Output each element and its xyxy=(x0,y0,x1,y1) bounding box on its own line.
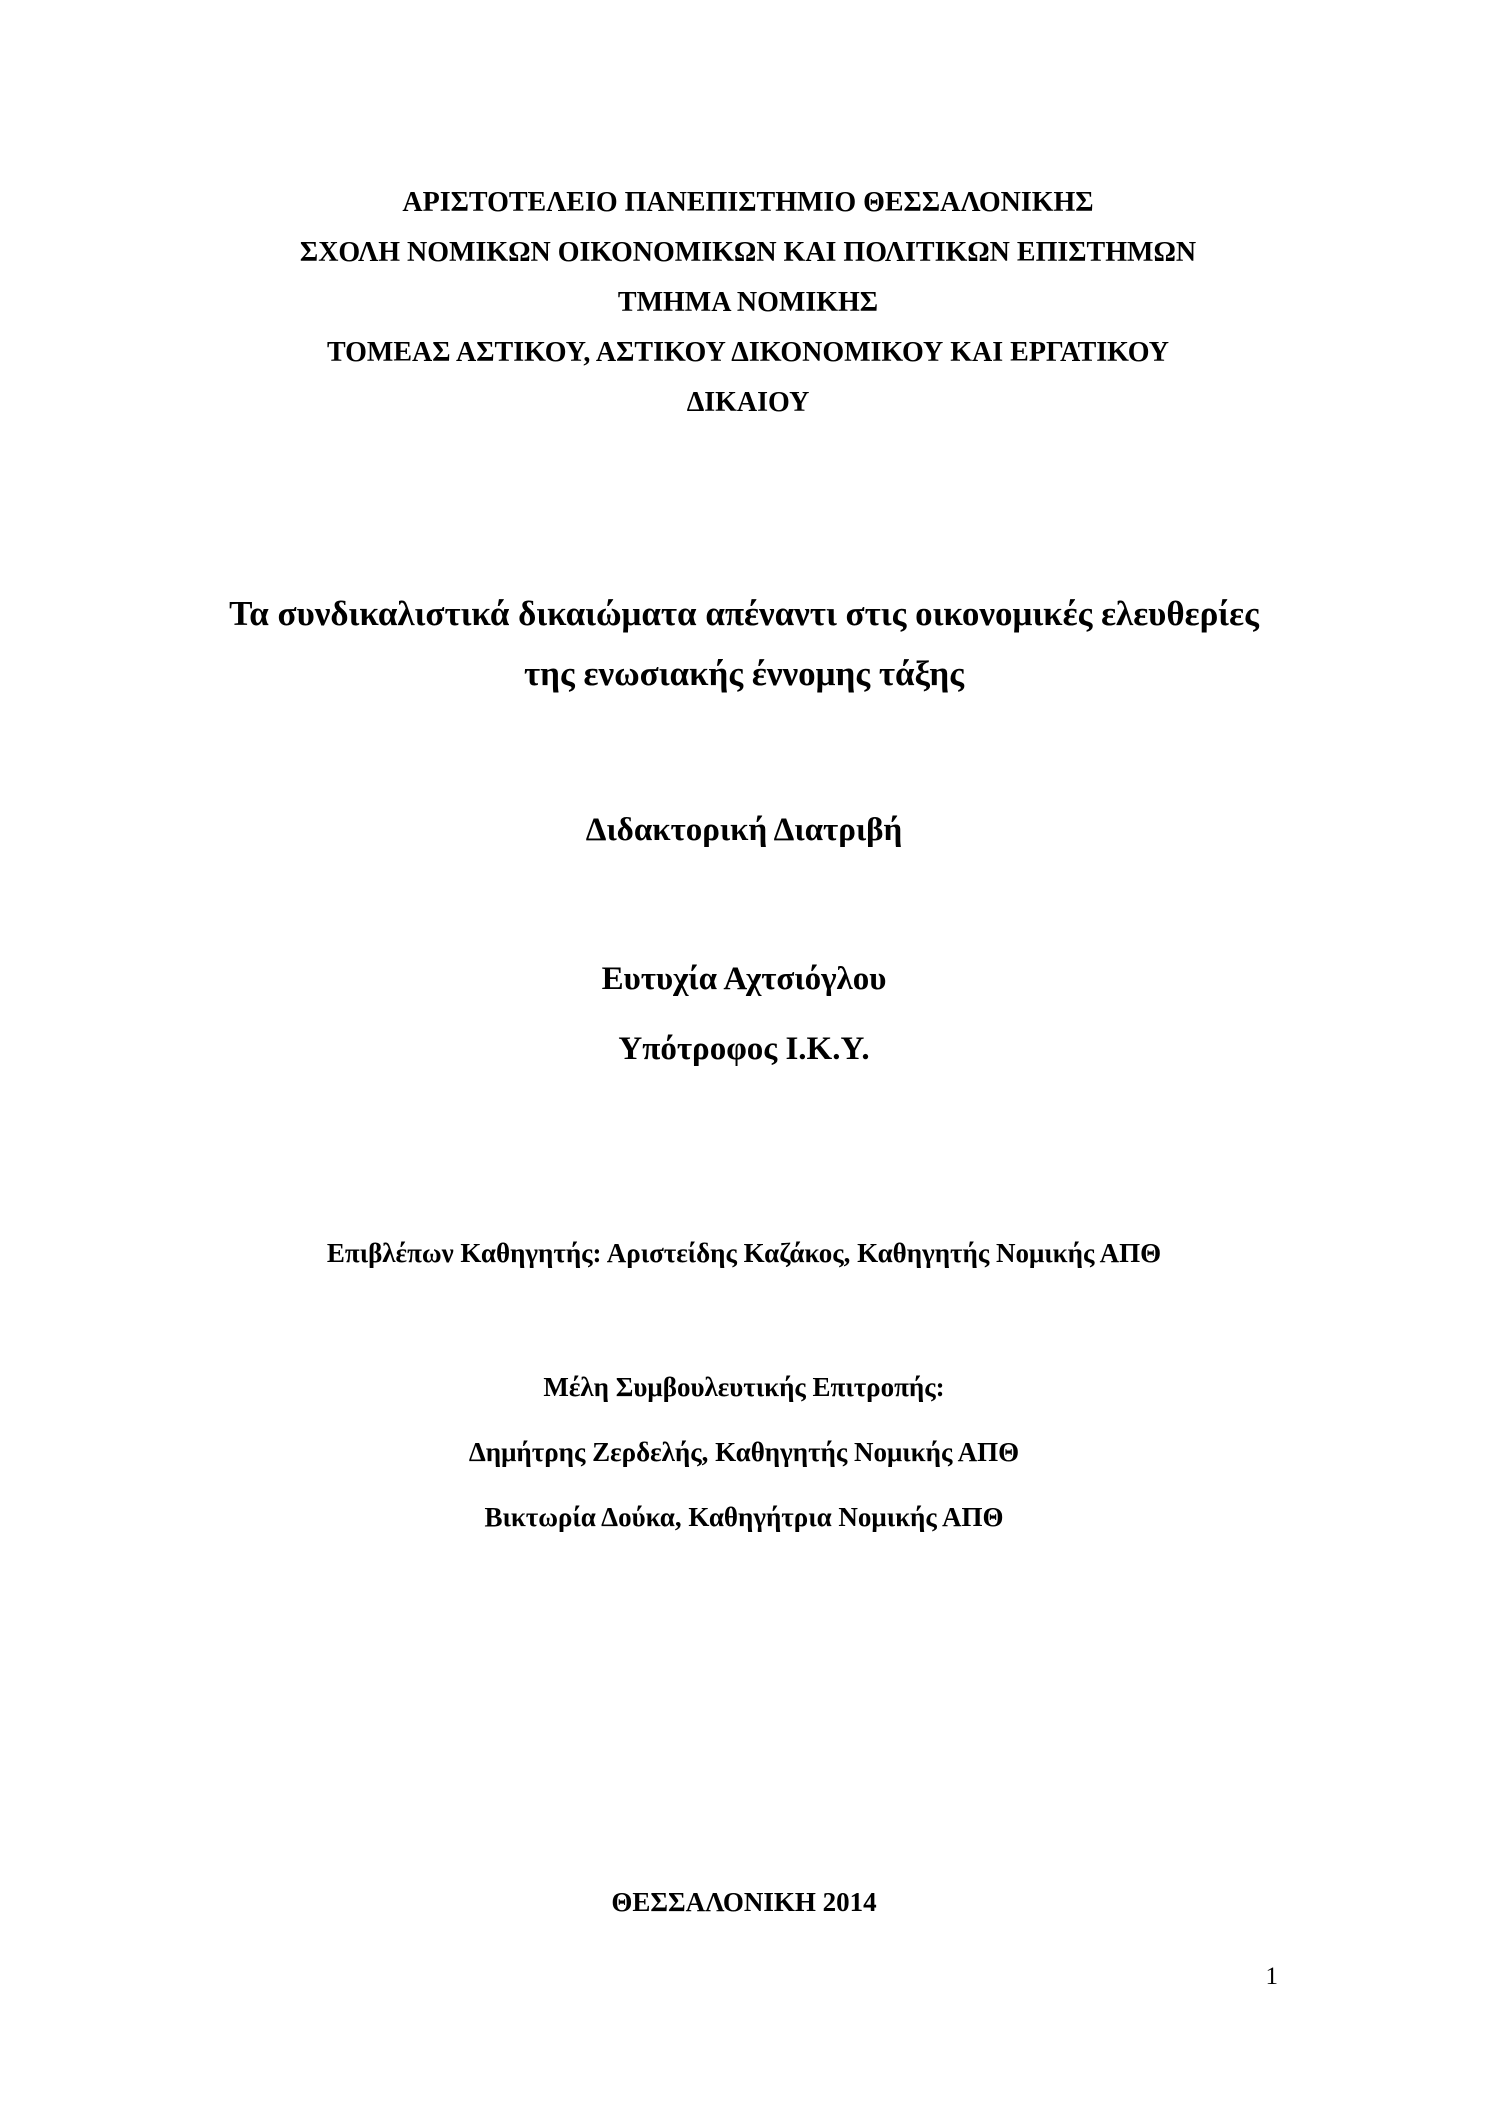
degree-type-text: Διδακτορική Διατριβή xyxy=(585,812,903,848)
degree-type xyxy=(0,800,1488,860)
university-name: ΑΡΙΣΤΟΤΕΛΕΙΟ ΠΑΝΕΠΙΣΤΗΜΙΟ ΘΕΣΣΑΛΟΝΙΚΗΣ xyxy=(402,187,1094,218)
committee-member: Βικτωρία Δούκα, Καθηγήτρια Νομικής ΑΠΘ xyxy=(484,1502,1004,1532)
division-name-line-2: ΔΙΚΑΙΟΥ xyxy=(686,387,810,418)
committee-member: Δημήτρης Ζερδελής, Καθηγητής Νομικής ΑΠΘ xyxy=(468,1437,1020,1467)
committee-heading: Μέλη Συμβουλευτικής Επιτροπής: xyxy=(543,1372,945,1402)
school-name: ΣΧΟΛΗ ΝΟΜΙΚΩΝ ΟΙΚΟΝΟΜΙΚΩΝ ΚΑΙ ΠΟΛΙΤΙΚΩΝ ΕΠΙΣΤΗΜΩΝ xyxy=(299,237,1197,268)
author-name: Ευτυχία Αχτσιόγλου xyxy=(601,961,887,997)
place-and-year-text: ΘΕΣΣΑΛΟΝΙΚΗ 2014 xyxy=(611,1887,877,1917)
thesis-title-line-2: της ενωσιακής έννομης τάξης xyxy=(523,654,965,693)
department-name: ΤΜΗΜΑ ΝΟΜΙΚΗΣ xyxy=(617,287,879,318)
institution-header xyxy=(0,178,1488,428)
division-name-line-1: ΤΟΜΕΑΣ ΑΣΤΙΚΟΥ, ΑΣΤΙΚΟΥ ΔΙΚΟΝΟΜΙΚΟΥ ΚΑΙ ΕΡΓΑΤΙΚΟΥ xyxy=(326,337,1169,368)
supervisor-text: Επιβλέπων Καθηγητής: Αριστείδης Καζάκος, Καθηγητής Νομικής ΑΠΘ xyxy=(326,1238,1162,1268)
thesis-title xyxy=(0,584,1488,704)
supervisor-block xyxy=(0,1228,1488,1278)
thesis-title-line-1: Τα συνδικαλιστικά δικαιώματα απέναντι στις οικονομικές ελευθερίες xyxy=(229,594,1259,633)
author-affiliation: Υπότροφος Ι.Κ.Υ. xyxy=(618,1031,870,1067)
committee-block xyxy=(0,1355,1488,1550)
place-and-year xyxy=(0,1877,1488,1927)
page-number: 1 xyxy=(1265,1963,1278,1990)
author-block xyxy=(0,944,1488,1084)
